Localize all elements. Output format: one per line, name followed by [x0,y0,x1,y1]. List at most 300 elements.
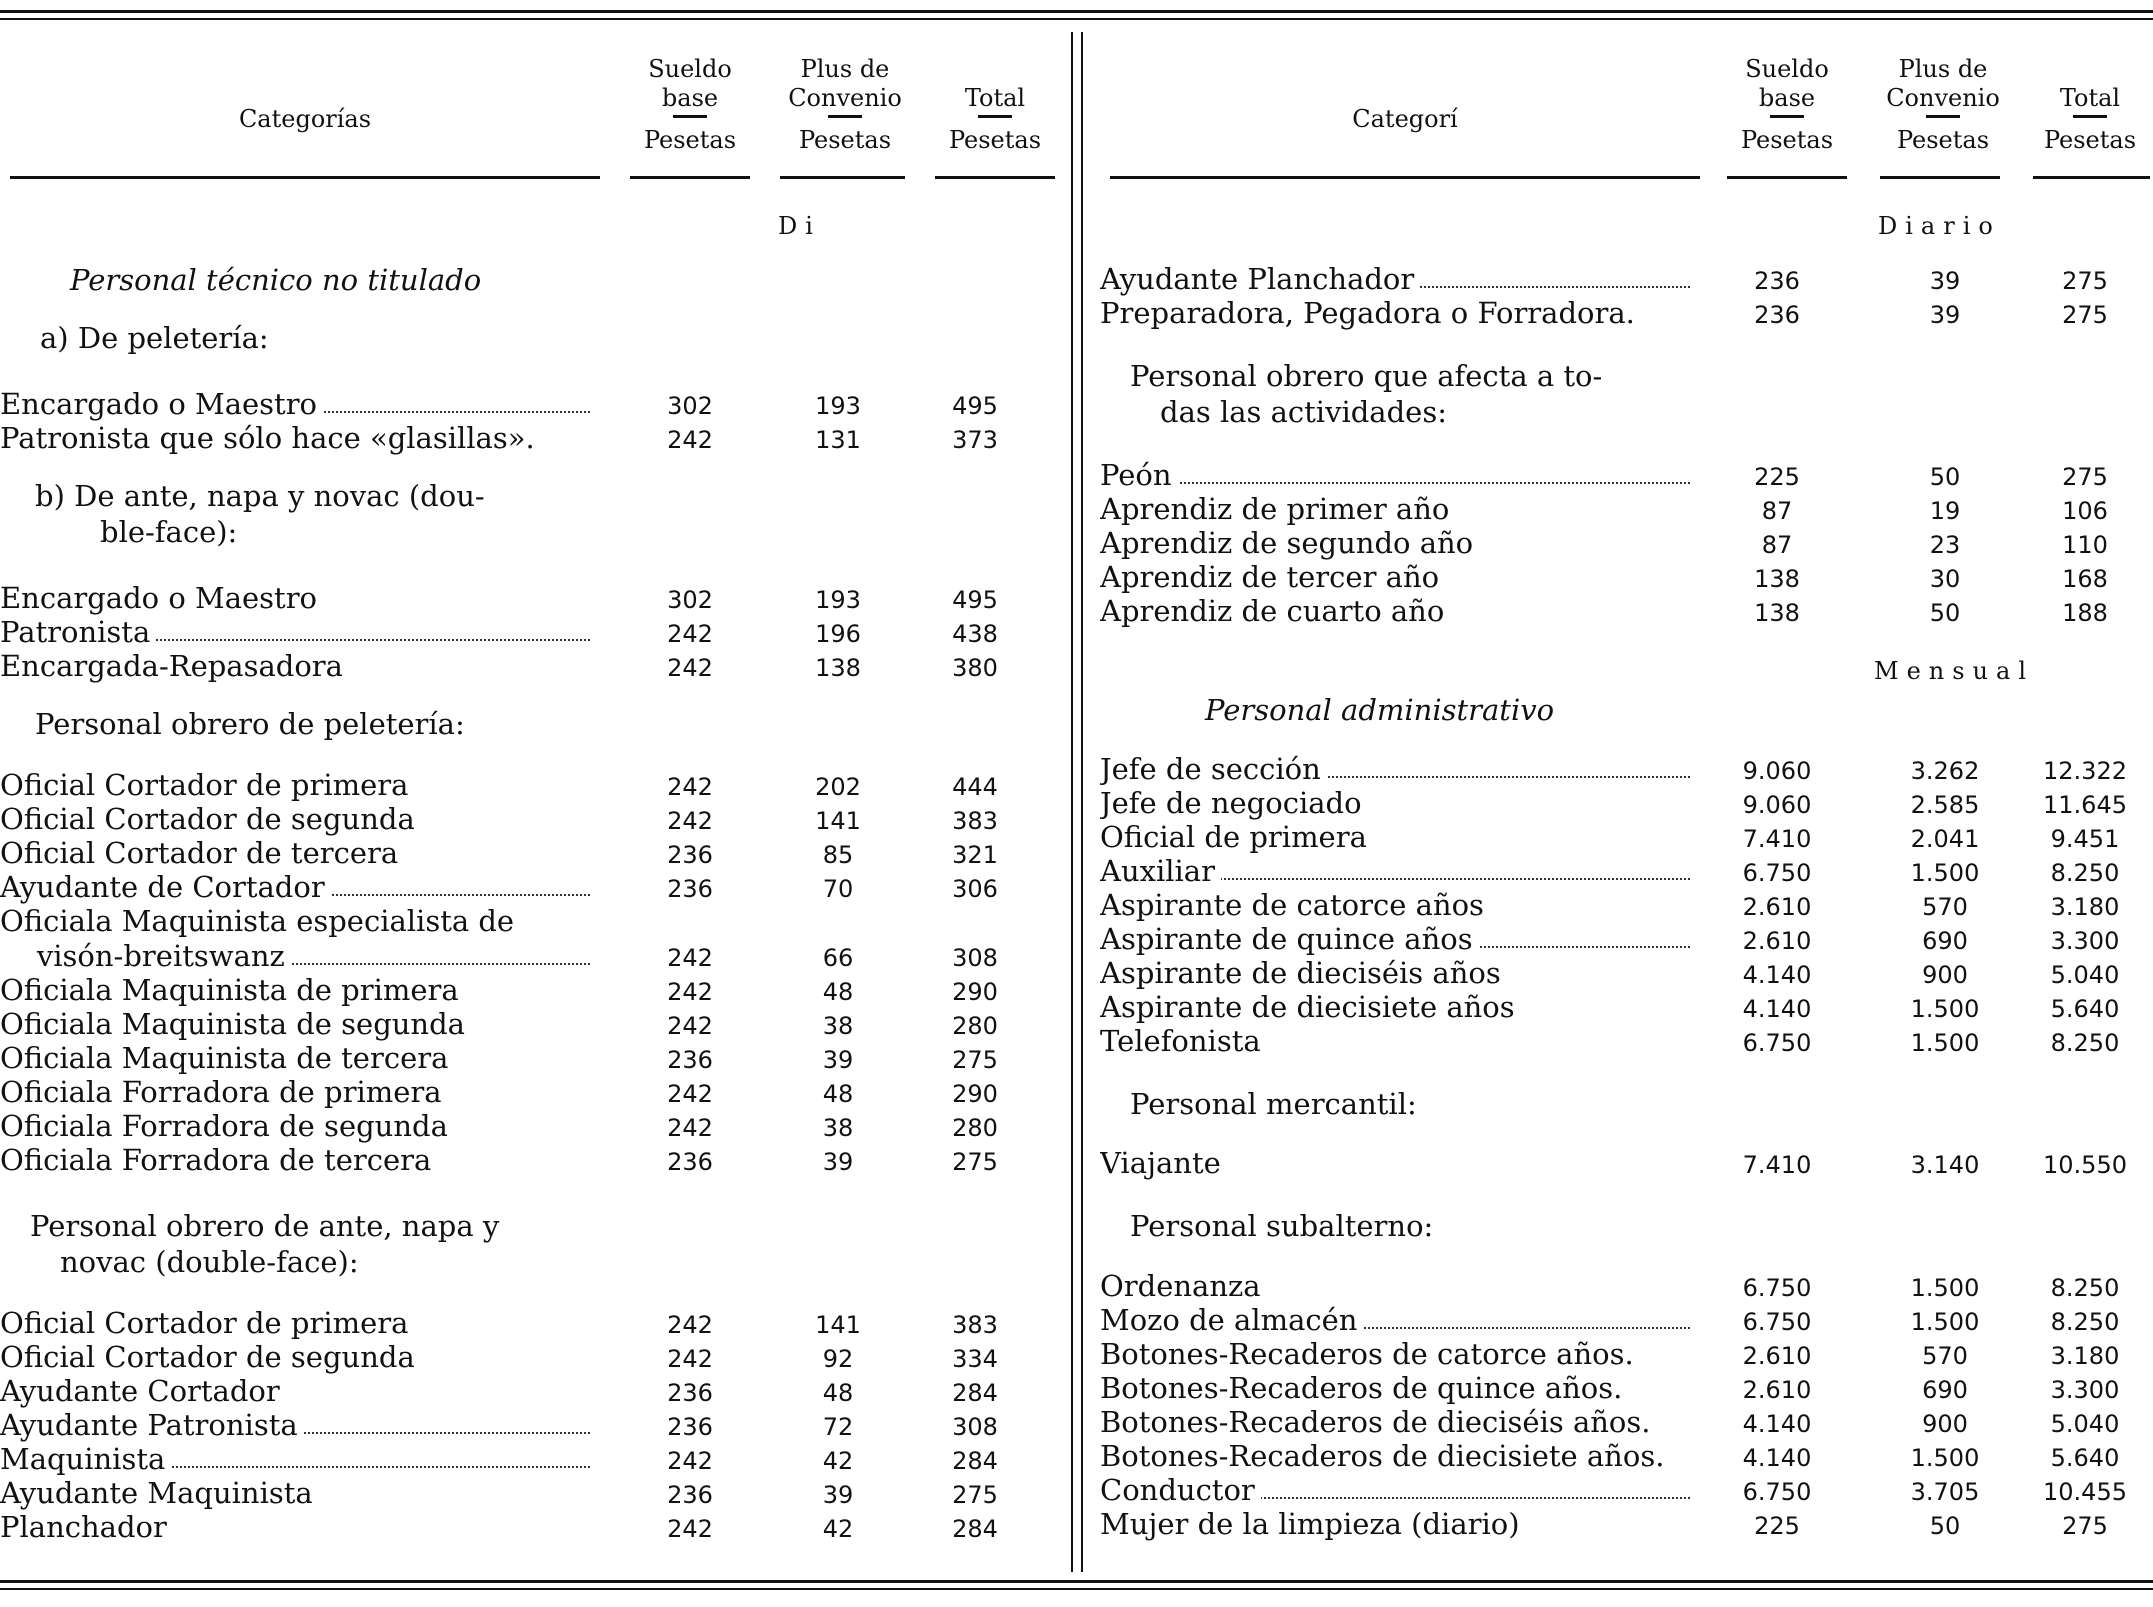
sueldo-value: 302 [667,586,713,614]
row-label [0,939,595,973]
sueldo-value: 4.140 [1742,1444,1812,1472]
sueldo-value: 7.410 [1742,825,1812,853]
sueldo-value: 225 [1754,463,1800,491]
right-group-heading: Personal obrero que afecta a to- [1130,359,1603,393]
sueldo-line1: Sueldo [648,55,732,83]
left-header-sueldo [630,55,750,155]
row-label [1100,560,1690,594]
row-label-text: Oficial Cortador de segunda [0,1340,421,1374]
plus-value: 48 [822,978,854,1006]
row-label [0,615,595,649]
sueldo-value: 9.060 [1742,757,1812,785]
row-label-text: Encargado o Maestro [0,581,323,615]
right-header-sueldo [1727,55,1847,155]
total-value: 280 [952,1114,998,1142]
total-value: 280 [952,1012,998,1040]
sueldo-value: 4.140 [1742,961,1812,989]
plus-value: 50 [1929,1512,1961,1540]
row-label [1100,458,1690,492]
right-header-total [2030,84,2150,155]
total-value: 3.180 [2050,1342,2120,1370]
right-table-row [1100,786,2150,820]
total-value: 8.250 [2050,1274,2120,1302]
row-label-text: Oficial Cortador de primera [0,768,414,802]
row-label-text: Oficial Cortador de segunda [0,802,421,836]
left-table-row [0,904,1050,938]
plus-value: 42 [822,1515,854,1543]
sueldo-value: 2.610 [1742,1376,1812,1404]
right-table-row [1100,1371,2150,1405]
plus-value: 138 [815,654,861,682]
left-table-row [0,973,1050,1007]
row-label [1100,1303,1690,1337]
total-value: 10.455 [2043,1478,2127,1506]
row-label-text: Botones-Recaderos de quince años. [1100,1371,1628,1405]
row-label-text: Aspirante de diecisiete años [1100,990,1521,1024]
total-value: 168 [2062,565,2108,593]
row-label-text: Auxiliar [1100,854,1221,888]
top-rule-2 [0,18,2153,20]
plus-value: 570 [1922,1342,1968,1370]
right-header-underline-2 [1727,176,1847,179]
left-header-plus [770,55,920,155]
total-value: 11.645 [2043,791,2127,819]
sueldo-value: 87 [1761,531,1793,559]
sueldo-value: 236 [667,1148,713,1176]
row-label-text: Patronista que sólo hace «glasillas». [0,421,541,455]
left-table-row [0,1075,1050,1109]
left-header-underline-2 [630,176,750,179]
right-header-categorias [1110,105,1700,134]
row-label-text: Ayudante Maquinista [0,1476,319,1510]
right-group-heading: Personal administrativo [1205,693,1555,727]
left-section-label: Di [778,212,821,240]
row-label-text: Mujer de la limpieza (diario) [1100,1507,1526,1541]
sueldo-value: 242 [667,1447,713,1475]
pesetas-label: Pesetas [1740,126,1834,154]
sueldo-value: 242 [667,1311,713,1339]
row-label [0,1442,595,1476]
row-label [1100,594,1690,628]
row-label-text: Aprendiz de tercer año [1100,560,1445,594]
plus-value: 3.705 [1910,1478,1980,1506]
total-value: 110 [2062,531,2108,559]
total-value: 444 [952,773,998,801]
plus-value: 66 [822,944,854,972]
left-table-row [0,1306,1050,1340]
row-label [0,1041,595,1075]
right-table-row [1100,854,2150,888]
right-table-row [1100,1337,2150,1371]
sueldo-value: 236 [667,875,713,903]
row-label [0,870,595,904]
total-value: 495 [952,586,998,614]
row-label [1100,1024,1690,1058]
bottom-rule-2 [0,1588,2153,1590]
total-label: Total [2059,84,2121,112]
top-rule [0,10,2153,13]
row-label [0,1306,595,1340]
row-label [1100,854,1690,888]
right-table-row [1100,752,2150,786]
left-table-row [0,1408,1050,1442]
plus-value: 50 [1929,599,1961,627]
right-table-row [1100,1473,2150,1507]
row-label-text: Oficiala Forradora de primera [0,1075,448,1109]
sueldo-value: 242 [667,1114,713,1142]
row-label-text: Aspirante de quince años [1100,922,1479,956]
sueldo-value: 242 [667,978,713,1006]
plus-value: 39 [1929,267,1961,295]
right-section-diario: Diario [1878,212,2001,240]
row-label [0,904,595,938]
total-value: 106 [2062,497,2108,525]
right-table-row [1100,922,2150,956]
plus-value: 193 [815,586,861,614]
sueldo-value: 138 [1754,599,1800,627]
row-label [1100,526,1690,560]
left-table-row [0,649,1050,683]
pesetas-label: Pesetas [798,126,892,154]
row-label [1100,492,1690,526]
plus-value: 2.585 [1910,791,1980,819]
plus-value: 131 [815,426,861,454]
row-label [0,1007,595,1041]
total-value: 5.640 [2050,995,2120,1023]
row-label-text: Telefonista [1100,1024,1267,1058]
plus-value: 1.500 [1910,995,1980,1023]
sueldo-value: 4.140 [1742,1410,1812,1438]
row-label-text: Maquinista [0,1442,171,1476]
row-label-text: Jefe de negociado [1100,786,1368,820]
left-table-row [0,581,1050,615]
plus-value: 2.041 [1910,825,1980,853]
right-table-row [1100,956,2150,990]
total-value: 10.550 [2043,1151,2127,1179]
total-label: Total [964,84,1026,112]
total-value: 334 [952,1345,998,1373]
row-label-text: Oficiala Maquinista de primera [0,973,465,1007]
plus-value: 690 [1922,1376,1968,1404]
sueldo-value: 236 [1754,267,1800,295]
left-table-row [0,1510,1050,1544]
total-value: 284 [952,1379,998,1407]
sueldo-value: 7.410 [1742,1151,1812,1179]
sueldo-value: 242 [667,1080,713,1108]
sueldo-value: 236 [667,1481,713,1509]
row-label-text: Ayudante Patronista [0,1408,304,1442]
header-dash [1770,115,1804,118]
plus-value: 1.500 [1910,859,1980,887]
row-label-text: Patronista [0,615,156,649]
sueldo-value: 242 [667,1515,713,1543]
row-label [1100,1337,1690,1371]
row-label-text: Botones-Recaderos de catorce años. [1100,1337,1640,1371]
row-label [0,581,595,615]
row-label [1100,990,1690,1024]
right-table-row [1100,296,2150,330]
center-divider-2 [1081,32,1083,1572]
plus-value: 39 [822,1148,854,1176]
row-label [0,973,595,1007]
sueldo-line1: Sueldo [1745,55,1829,83]
plus-value: 23 [1929,531,1961,559]
left-table-row [0,615,1050,649]
right-table-row [1100,820,2150,854]
row-label-text: Mozo de almacén [1100,1303,1364,1337]
sueldo-value: 236 [1754,301,1800,329]
right-section-mensual: Mensual [1874,657,2034,685]
sueldo-value: 225 [1754,1512,1800,1540]
plus-value: 39 [822,1481,854,1509]
right-header-plus [1868,55,2018,155]
row-label [0,768,595,802]
total-value: 321 [952,841,998,869]
row-label [1100,888,1690,922]
row-label [0,1109,595,1143]
left-table-row [0,939,1050,973]
total-value: 9.451 [2050,825,2120,853]
total-value: 284 [952,1447,998,1475]
total-value: 5.640 [2050,1444,2120,1472]
sueldo-value: 138 [1754,565,1800,593]
row-label-text: Preparadora, Pegadora o Forradora. [1100,296,1641,330]
total-value: 5.040 [2050,1410,2120,1438]
total-value: 5.040 [2050,961,2120,989]
row-label-text: Ayudante de Cortador [0,870,331,904]
total-value: 3.180 [2050,893,2120,921]
total-value: 275 [2062,301,2108,329]
row-label [0,836,595,870]
row-label-text: Oficial Cortador de tercera [0,836,404,870]
row-label-text: Conductor [1100,1473,1261,1507]
row-label-text: Oficiala Forradora de tercera [0,1143,437,1177]
right-header-underline-3 [1880,176,2000,179]
plus-line1: Plus de [1898,55,1988,83]
right-table-row [1100,526,2150,560]
plus-value: 900 [1922,961,1968,989]
row-label [0,1510,595,1544]
row-label-text: Encargada-Repasadora [0,649,349,683]
right-table-row [1100,1024,2150,1058]
left-header-underline-3 [780,176,905,179]
left-group-heading: Personal obrero de peletería: [35,707,465,741]
plus-value: 19 [1929,497,1961,525]
pesetas-label: Pesetas [643,126,737,154]
left-table-row [0,387,1050,421]
right-table-row [1100,492,2150,526]
row-label-text: Aprendiz de segundo año [1100,526,1479,560]
total-value: 308 [952,944,998,972]
total-value: 306 [952,875,998,903]
row-label [0,387,595,421]
row-label-text: Oficial de primera [1100,820,1373,854]
sueldo-value: 2.610 [1742,1342,1812,1370]
plus-value: 570 [1922,893,1968,921]
pesetas-label: Pesetas [1896,126,1990,154]
total-value: 383 [952,807,998,835]
row-label [1100,296,1690,330]
row-label [1100,922,1690,956]
header-dash [2073,115,2107,118]
row-label [1100,820,1690,854]
right-table-row [1100,1507,2150,1541]
total-value: 275 [952,1481,998,1509]
row-label-text: Oficial Cortador de primera [0,1306,414,1340]
row-label [1100,1507,1690,1541]
right-table-row [1100,262,2150,296]
plus-value: 70 [822,875,854,903]
total-value: 290 [952,1080,998,1108]
right-table-row [1100,1439,2150,1473]
row-label [1100,1405,1690,1439]
header-dash [828,115,862,118]
total-value: 275 [2062,267,2108,295]
total-value: 380 [952,654,998,682]
row-label-text: Aprendiz de primer año [1100,492,1455,526]
left-group-heading: ble-face): [100,515,238,549]
row-label-text: Aprendiz de cuarto año [1100,594,1450,628]
sueldo-value: 242 [667,807,713,835]
pesetas-label: Pesetas [2043,126,2137,154]
row-label-text: Aspirante de dieciséis años [1100,956,1507,990]
right-header-underline-4 [2033,176,2150,179]
plus-value: 141 [815,1311,861,1339]
sueldo-value: 6.750 [1742,1274,1812,1302]
right-table-row [1100,1269,2150,1303]
left-header-total [930,84,1060,155]
pesetas-label: Pesetas [948,126,1042,154]
row-label-text: Encargado o Maestro [0,387,323,421]
plus-value: 48 [822,1080,854,1108]
left-table-row [0,1374,1050,1408]
center-divider [1071,32,1073,1572]
sueldo-value: 236 [667,841,713,869]
plus-value: 72 [822,1413,854,1441]
total-value: 3.300 [2050,1376,2120,1404]
left-table-row [0,802,1050,836]
plus-value: 141 [815,807,861,835]
row-label-text: Ayudante Cortador [0,1374,286,1408]
right-table-row [1100,1146,2150,1180]
row-label-text: Botones-Recaderos de diecisiete años. [1100,1439,1670,1473]
sueldo-value: 242 [667,1345,713,1373]
left-table-row [0,870,1050,904]
left-header-underline-1 [10,176,600,179]
row-label [1100,1146,1690,1180]
right-table-row [1100,458,2150,492]
row-label-text: Ordenanza [1100,1269,1267,1303]
row-label-text: Planchador [0,1510,173,1544]
total-value: 8.250 [2050,1308,2120,1336]
total-value: 308 [952,1413,998,1441]
left-table-row [0,1442,1050,1476]
right-group-heading: Personal subalterno: [1130,1209,1434,1243]
plus-value: 1.500 [1910,1444,1980,1472]
right-header-underline-1 [1110,176,1700,179]
plus-value: 900 [1922,1410,1968,1438]
plus-value: 1.500 [1910,1308,1980,1336]
plus-value: 202 [815,773,861,801]
right-table-row [1100,594,2150,628]
total-value: 8.250 [2050,859,2120,887]
right-table-row [1100,888,2150,922]
row-label-text: Jefe de sección [1100,752,1327,786]
plus-value: 38 [822,1114,854,1142]
plus-value: 92 [822,1345,854,1373]
total-value: 8.250 [2050,1029,2120,1057]
left-table-row [0,1476,1050,1510]
row-label-text: Peón [1100,458,1178,492]
sueldo-value: 9.060 [1742,791,1812,819]
plus-line2: Convenio [1886,84,2000,112]
sueldo-value: 236 [667,1046,713,1074]
plus-value: 50 [1929,463,1961,491]
row-label-text: Viajante [1100,1146,1227,1180]
row-label [0,1075,595,1109]
total-value: 373 [952,426,998,454]
header-dash [673,115,707,118]
right-table-row [1100,560,2150,594]
total-value: 284 [952,1515,998,1543]
row-label [0,1374,595,1408]
sueldo-line2: base [661,84,719,112]
left-table-row [0,768,1050,802]
row-label-text: Oficiala Maquinista especialista de [0,904,520,938]
sueldo-value: 6.750 [1742,1478,1812,1506]
total-value: 495 [952,392,998,420]
total-value: 438 [952,620,998,648]
plus-value: 85 [822,841,854,869]
plus-value: 48 [822,1379,854,1407]
sueldo-value: 236 [667,1413,713,1441]
sueldo-value: 4.140 [1742,995,1812,1023]
left-header-categorias [10,105,600,134]
sueldo-value: 2.610 [1742,927,1812,955]
plus-value: 1.500 [1910,1274,1980,1302]
right-table-row [1100,990,2150,1024]
total-value: 275 [952,1046,998,1074]
total-value: 383 [952,1311,998,1339]
plus-value: 1.500 [1910,1029,1980,1057]
row-label-text: Aspirante de catorce años [1100,888,1490,922]
row-label [0,1340,595,1374]
sueldo-value: 6.750 [1742,859,1812,887]
row-label-text: Oficiala Maquinista de tercera [0,1041,454,1075]
row-label [0,802,595,836]
total-value: 290 [952,978,998,1006]
sueldo-value: 242 [667,773,713,801]
plus-line1: Plus de [800,55,890,83]
row-label-text: Ayudante Planchador [1100,262,1420,296]
right-group-heading: Personal mercantil: [1130,1087,1417,1121]
row-label [1100,262,1690,296]
right-table-row [1100,1303,2150,1337]
left-group-heading: Personal técnico no titulado [70,263,482,297]
plus-value: 39 [822,1046,854,1074]
row-label [1100,1439,1690,1473]
row-label-text: Oficiala Forradora de segunda [0,1109,454,1143]
sueldo-value: 302 [667,392,713,420]
sueldo-value: 236 [667,1379,713,1407]
sueldo-value: 2.610 [1742,893,1812,921]
row-label [1100,1371,1690,1405]
right-table-row [1100,1405,2150,1439]
sueldo-value: 6.750 [1742,1308,1812,1336]
sueldo-value: 242 [667,426,713,454]
row-label [0,421,595,455]
row-label [0,1408,595,1442]
